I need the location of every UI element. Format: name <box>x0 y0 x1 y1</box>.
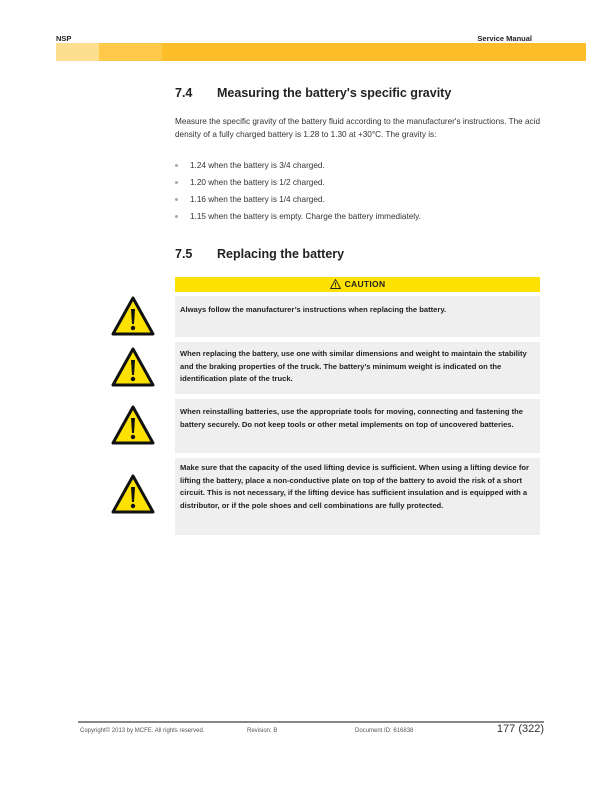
warning-box <box>175 458 540 535</box>
bullet-icon <box>175 164 178 167</box>
footer-document-id: Document ID: 616838 <box>355 728 414 734</box>
list-item: 1.15 when the battery is empty. Charge the battery immediately. <box>175 211 421 228</box>
list-item: 1.24 when the battery is 3/4 charged. <box>175 160 421 177</box>
header-bar-segment-medium <box>99 43 162 61</box>
intro-paragraph: Measure the specific gravity of the battery fluid according to the manufacturer's instructions. The acid density of a fully charged battery is 1.28 to 1.30 at +30°C. The gravity is: <box>175 117 541 139</box>
header-product-name: NSP <box>56 34 72 43</box>
warning-box <box>175 399 540 453</box>
header-color-bar <box>56 43 586 61</box>
warning-box <box>175 342 540 394</box>
list-item: 1.16 when the battery is 1/4 charged. <box>175 194 421 211</box>
footer-copyright: Copyright© 2013 by MCFE. All rights reserved. <box>80 728 205 734</box>
header-bar-segment-full <box>162 43 586 61</box>
bullet-icon <box>175 181 178 184</box>
section-heading-7-5 <box>175 247 344 261</box>
section-number: 7.4 <box>175 86 193 100</box>
warning-text: When replacing the battery, use one with similar dimensions and weight to maintain the stability and the braking properties of the truck. The battery’s minimum weight is indicated on the identification plate of the truck. <box>180 349 527 383</box>
bullet-icon <box>175 215 178 218</box>
gravity-list <box>175 160 421 228</box>
warning-triangle-icon <box>111 474 155 514</box>
list-item: 1.20 when the battery is 1/2 charged. <box>175 177 421 194</box>
warning-outline-icon <box>330 279 341 289</box>
warning-text: Make sure that the capacity of the used lifting device is sufficient. When using a lifting device for lifting the battery, place a non-conductive plate on top of the battery to avoid the risk of a short circuit. This is not necessary, if the lifting device has sufficient insulation and is equipped with a distributor, or if the pole shoes and cell combinations are fully protected. <box>180 463 529 510</box>
section-title: Measuring the battery's specific gravity <box>217 86 452 100</box>
footer-revision: Revision: B <box>247 728 278 734</box>
page-number: 177 (322) <box>496 723 544 735</box>
warning-triangle-icon <box>111 296 155 336</box>
caution-label: CAUTION <box>344 279 386 289</box>
bullet-icon <box>175 198 178 201</box>
warning-box <box>175 296 540 337</box>
section-number: 7.5 <box>175 247 193 261</box>
footer-divider <box>78 721 544 723</box>
warning-text: When reinstalling batteries, use the appropriate tools for moving, connecting and fastening the battery securely. Do not keep tools or other metal implements on top of uncovered batteries. <box>180 407 524 429</box>
header-bar-segment-light <box>56 43 99 61</box>
warning-triangle-icon <box>111 347 155 387</box>
header-document-type: Service Manual <box>477 34 532 43</box>
warning-text: Always follow the manufacturer’s instructions when replacing the battery. <box>180 305 447 314</box>
caution-banner <box>175 277 540 292</box>
section-heading-7-4 <box>175 86 451 100</box>
section-title: Replacing the battery <box>217 247 345 261</box>
warning-triangle-icon <box>111 405 155 445</box>
